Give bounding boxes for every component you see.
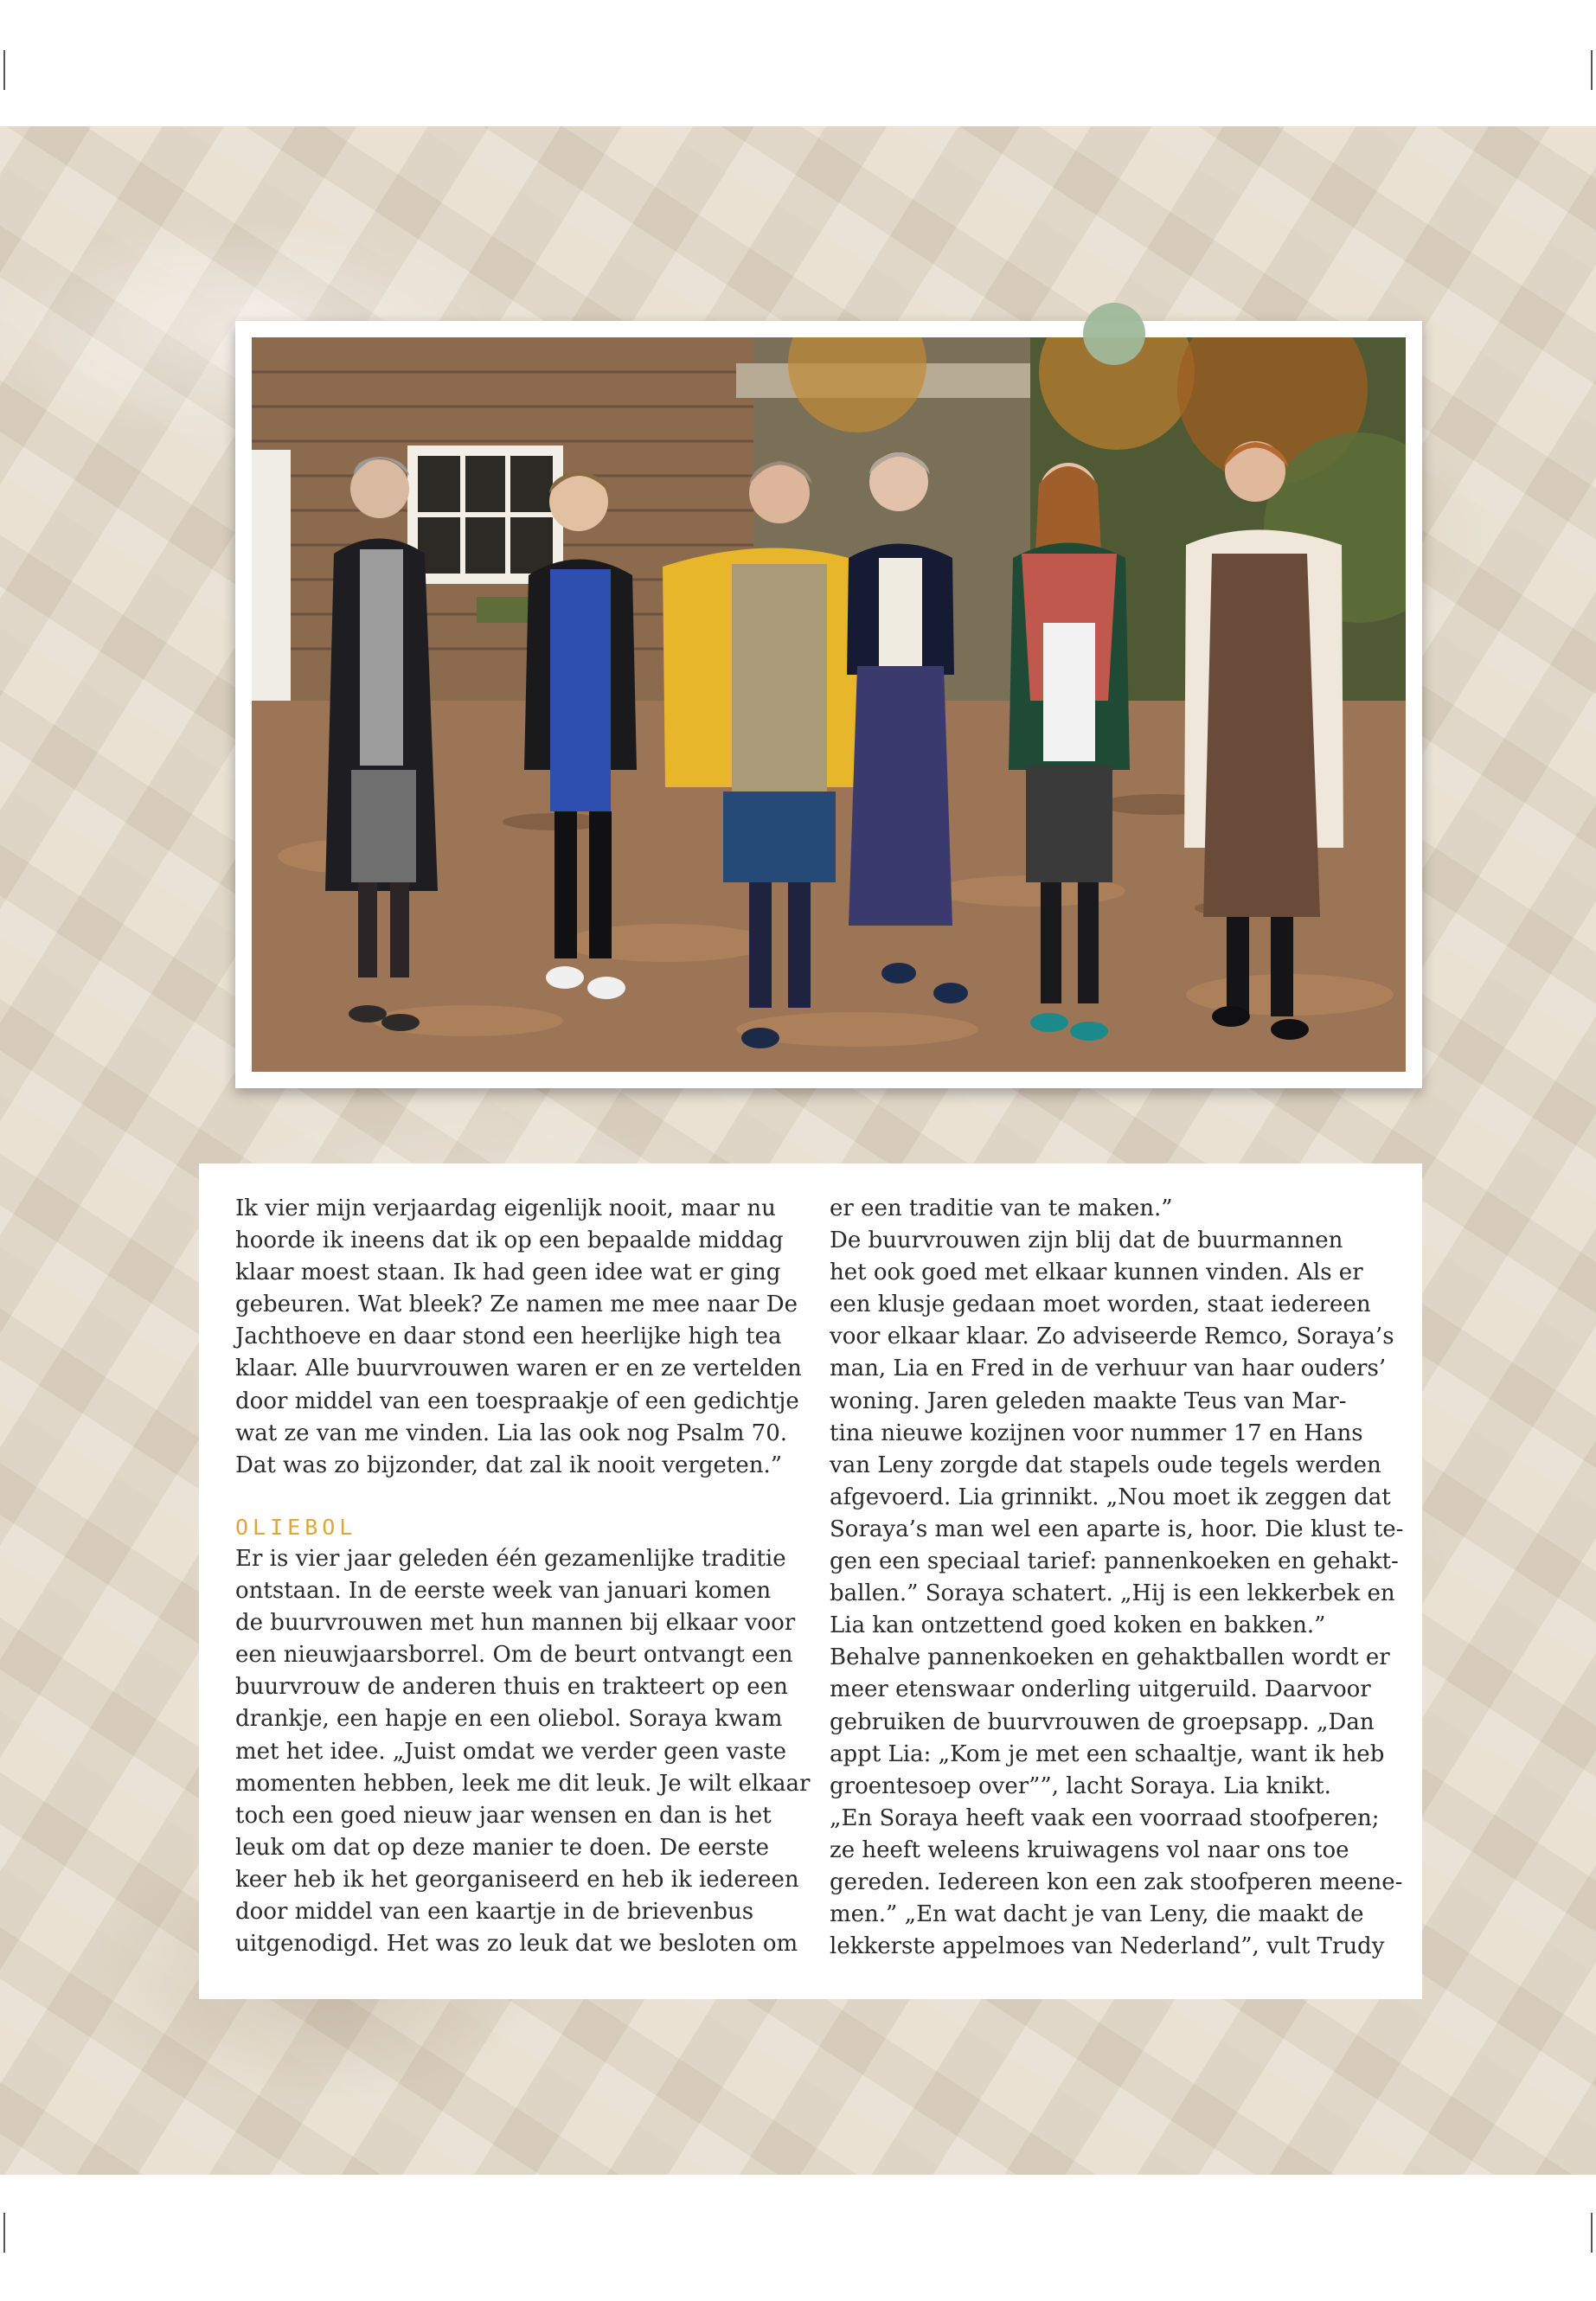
body-line: wat ze van me vinden. Lia las ook nog Psalm 70.	[235, 1420, 788, 1446]
body-line: appt Lia: „Kom je met een schaaltje, want ik heb	[830, 1740, 1385, 1767]
body-line: De buurvrouwen zijn blij dat de buurmannen	[830, 1227, 1343, 1254]
body-line: Soraya’s man wel een aparte is, hoor. Die klust te-	[830, 1516, 1404, 1542]
body-line: Ik vier mijn verjaardag eigenlijk nooit, maar nu	[235, 1195, 776, 1221]
body-line: Jachthoeve en daar stond een heerlijke high tea	[235, 1324, 782, 1350]
crop-mark-bottom-right	[1591, 2213, 1593, 2253]
crop-mark-top-left	[3, 50, 5, 90]
body-line: de buurvrouwen met hun mannen bij elkaar voor	[235, 1610, 796, 1637]
body-line: gebruiken de buurvrouwen de groepsapp. „Dan	[830, 1708, 1375, 1735]
body-line: een nieuwjaarsborrel. Om de beurt ontvangt een	[235, 1642, 793, 1669]
body-line: ballen.” Soraya schatert. „Hij is een lekkerbek en	[830, 1580, 1395, 1607]
body-line: door middel van een kaartje in de brievenbus	[235, 1898, 754, 1925]
body-line: Behalve pannenkoeken en gehaktballen wordt er	[830, 1644, 1390, 1671]
body-line: afgevoerd. Lia grinnikt. „Nou moet ik zeggen dat	[830, 1484, 1391, 1510]
crop-mark-top-right	[1591, 50, 1593, 90]
body-line: gen een speciaal tarief: pannenkoeken en gehakt-	[830, 1548, 1399, 1575]
body-line: voor elkaar klaar. Zo adviseerde Remco, Soraya’s	[830, 1324, 1394, 1350]
body-line: uitgenodigd. Het was zo leuk dat we besloten om	[235, 1931, 798, 1958]
body-line: keer heb ik het georganiseerd en heb ik iedereen	[235, 1866, 799, 1893]
body-line: Lia kan ontzettend goed koken en bakken.”	[830, 1612, 1326, 1639]
section-subheading: OLIEBOL	[235, 1514, 357, 1540]
body-line: men.” „En wat dacht je van Leny, die maakt de	[830, 1901, 1364, 1928]
body-line: Dat was zo bijzonder, dat zal ik nooit vergeten.”	[235, 1452, 783, 1478]
body-line: gebeuren. Wat bleek? Ze namen me mee naar De	[235, 1292, 798, 1318]
photo-pin-dot	[1083, 303, 1145, 365]
body-line: drankje, een hapje en een oliebol. Soraya kwam	[235, 1706, 783, 1733]
body-line: leuk om dat op deze manier te doen. De eerste	[235, 1834, 770, 1861]
body-line: het ook goed met elkaar kunnen vinden. Als er	[830, 1259, 1363, 1286]
body-line: ze heeft weleens kruiwagens vol naar ons toe	[830, 1836, 1349, 1863]
body-line: door middel van een toespraakje of een gedichtje	[235, 1388, 799, 1414]
crop-mark-bottom-left	[3, 2213, 5, 2253]
body-line: tina nieuwe kozijnen voor nummer 17 en Hans	[830, 1420, 1363, 1446]
body-line: een klusje gedaan moet worden, staat iedereen	[830, 1292, 1371, 1318]
body-line: lekkerste appelmoes van Nederland”, vult Trudy	[830, 1933, 1385, 1960]
body-line: klaar. Alle buurvrouwen waren er en ze vertelden	[235, 1356, 802, 1382]
body-line: „En Soraya heeft vaak een voorraad stoofperen;	[830, 1804, 1380, 1831]
body-line: van Leny zorgde dat stapels oude tegels werden	[830, 1452, 1381, 1478]
photo-frame	[235, 321, 1422, 1088]
body-line: groentesoep over””, lacht Soraya. Lia knikt.	[830, 1772, 1331, 1799]
body-line: man, Lia en Fred in de verhuur van haar ouders’	[830, 1356, 1387, 1382]
body-line: meer etenswaar onderling uitgeruild. Daarvoor	[830, 1676, 1371, 1703]
body-line: buurvrouw de anderen thuis en trakteert op een	[235, 1674, 788, 1701]
left-column	[235, 1193, 811, 1960]
group-photo-illustration	[252, 337, 1406, 1072]
body-line: ontstaan. In de eerste week van januari komen	[235, 1578, 772, 1605]
body-line: woning. Jaren geleden maakte Teus van Mar-	[830, 1388, 1347, 1414]
body-line: klaar moest staan. Ik had geen idee wat er ging	[235, 1259, 781, 1286]
body-line: momenten hebben, leek me dit leuk. Je wilt elkaar	[235, 1770, 811, 1797]
group-photo	[252, 337, 1406, 1072]
body-line: gereden. Iedereen kon een zak stoofperen meene-	[830, 1868, 1403, 1895]
article-text-panel	[199, 1163, 1422, 1999]
body-line: toch een goed nieuw jaar wensen en dan is het	[235, 1802, 772, 1829]
body-line: met het idee. „Juist omdat we verder geen vaste	[235, 1738, 786, 1765]
body-line: Er is vier jaar geleden één gezamenlijke traditie	[235, 1545, 786, 1572]
body-line: hoorde ik ineens dat ik op een bepaalde middag	[235, 1227, 784, 1254]
body-line: er een traditie van te maken.”	[830, 1195, 1173, 1221]
right-column	[830, 1193, 1404, 1963]
